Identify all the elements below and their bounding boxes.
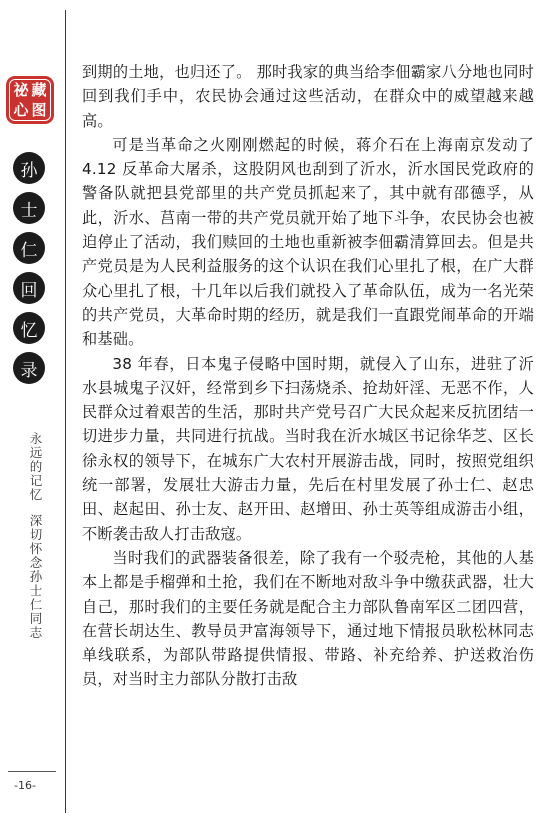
chapter-part1: 永远的记忆 — [28, 432, 43, 502]
body-text — [82, 60, 534, 692]
paragraph: 当时我们的武器装备很差，除了我有一个驳壳枪，其他的人基本上都是手榴弹和土抢，我们在不断地对敌斗争中缴获武器，壮大自己，那时我们的主要任务就是配合主力部队鲁南军区二团四营，在营长胡达生、教导员尹富海领导下，通过地下情报员耿松林同志单线联系，为部队带路提供情报、带路、补充给养、护送救治伤员，对当时主力部队分散打击敌 — [82, 548, 534, 689]
page-number: -16- — [14, 779, 36, 792]
chapter-title-vertical — [14, 432, 44, 640]
seal-char: 祕 — [13, 80, 29, 99]
title-char: 回 — [13, 272, 45, 304]
title-char: 孙 — [13, 152, 45, 184]
paragraph: 可是当革命之火刚刚燃起的时候，蒋介石在上海南京发动了 4.12 反革命大屠杀，这股阴风也刮到了沂水，沂水国民党政府的警备队就把县党部里的共产党员抓起来了，其中就有邵德孚，从此，沂水、莒南一带的共产党员就开始了地下斗争，农民协会也被迫停止了活动，我们赎回的土地也重新被李佃霸清算回去。但是共产党员是为人民利益服务的这个认识在我们心里扎了根，在广大群众心里扎了根，十几年以后我们就投入了革命队伍，成为一名光荣的共产党员，大革命时期的经历，就是我们一直跟党闹革命的开端和基础。 — [82, 135, 534, 349]
title-char: 仁 — [13, 232, 45, 264]
chapter-part2: 深切怀念孙士仁同志 — [28, 514, 43, 640]
page-number-rule — [8, 771, 56, 772]
seal-char: 心 — [13, 100, 29, 119]
seal-char: 图 — [31, 100, 47, 119]
paragraph: 38 年春，日本鬼子侵略中国时期，就侵入了山东，进驻了沂水县城鬼子汉奸，经常到乡下扫荡烧杀、抢劫奸淫、无恶不作，人民群众过着艰苦的生活，那时共产党号召广大民众起来反抗团结一切进步力量，共同进行抗战。当时我在沂水城区书记徐华芝、区长徐永权的领导下，在城东广大农村开展游击战，同时，按照党组织统一部署，发展壮大游击力量，先后在村里发展了孙士仁、赵忠田、赵起田、孙士友、赵开田、赵增田、孙士英等组成游击小组，不断袭击敌人打击敌寇。 — [82, 354, 534, 543]
title-char: 士 — [13, 192, 45, 224]
title-char: 忆 — [13, 312, 45, 344]
book-title-vertical — [11, 152, 47, 384]
seal-stamp — [6, 76, 54, 124]
margin-rule — [65, 10, 66, 813]
title-char: 录 — [13, 352, 45, 384]
seal-char: 藏 — [31, 80, 47, 99]
paragraph: 到期的土地，也归还了。 那时我家的典当给李佃霸家八分地也同时回到我们手中，农民协会通过这些活动，在群众中的威望越来越高。 — [82, 63, 534, 130]
